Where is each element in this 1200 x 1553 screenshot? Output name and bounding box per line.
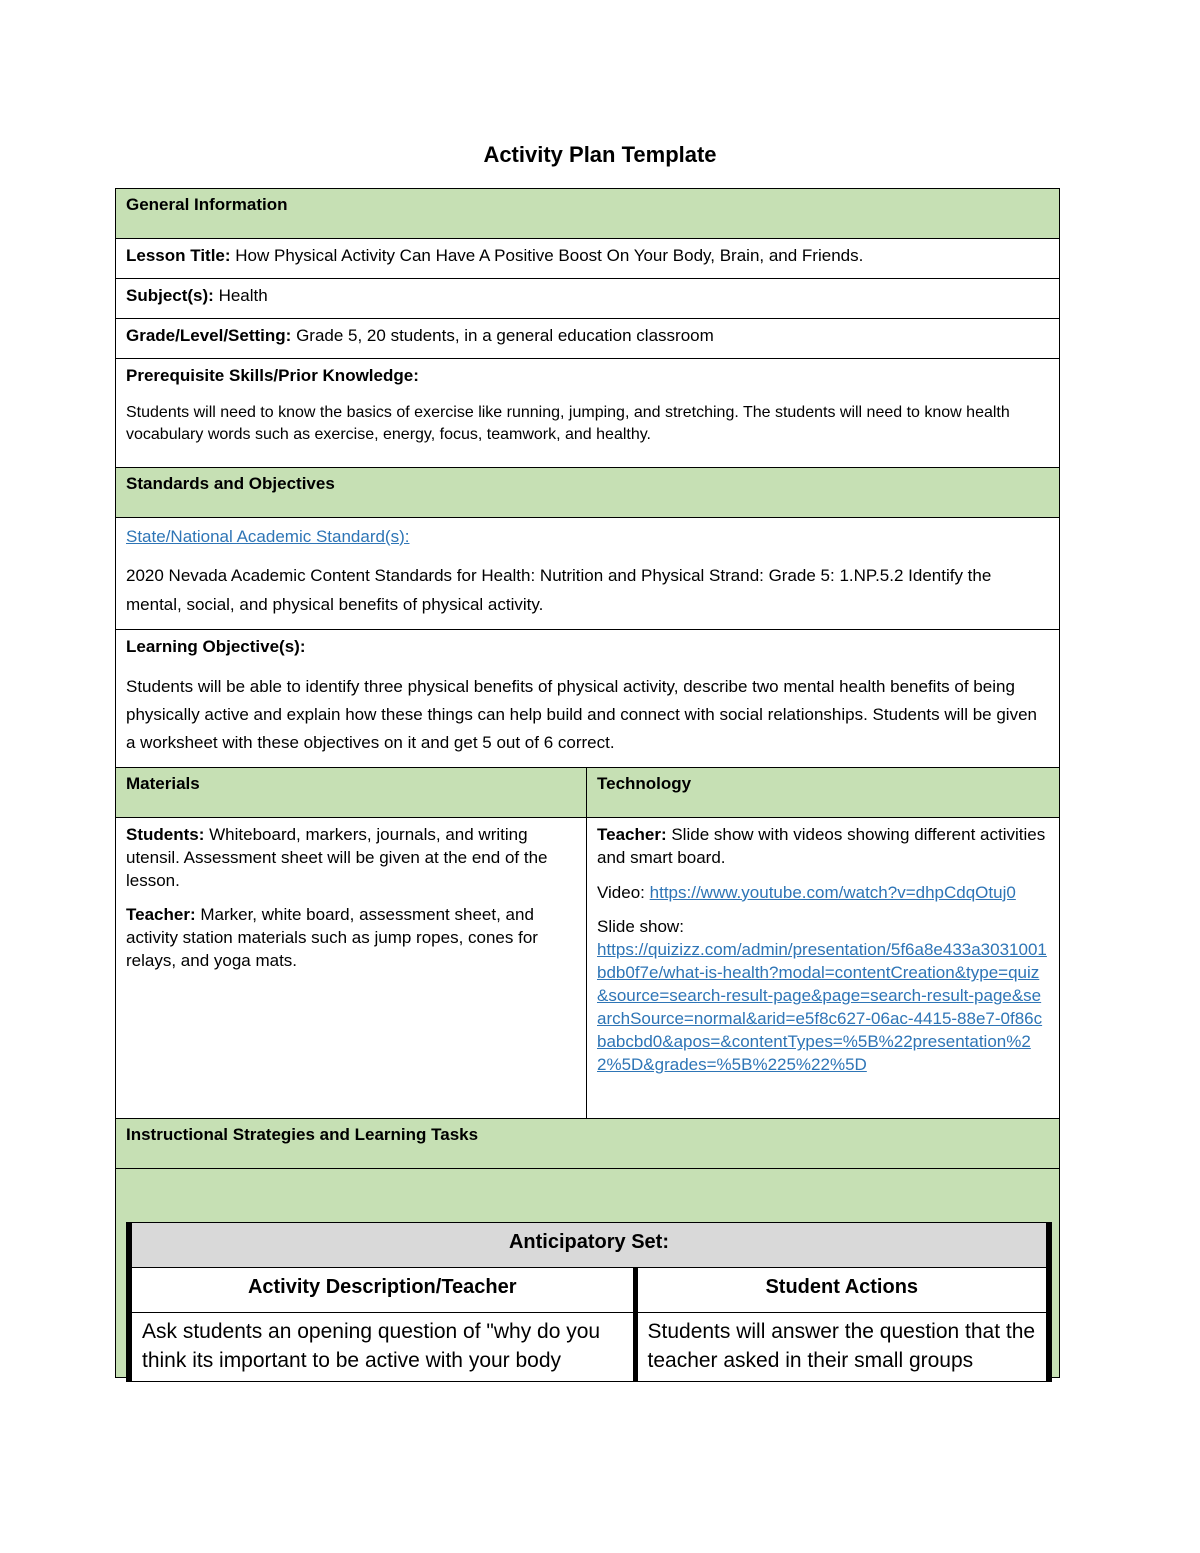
instructional-heading: Instructional Strategies and Learning Tasks bbox=[116, 1118, 1060, 1168]
subject-row bbox=[116, 278, 1060, 318]
anticipatory-set-table-wrap bbox=[126, 1222, 1046, 1383]
standards-heading: Standards and Objectives bbox=[116, 467, 1060, 517]
prereq-row bbox=[116, 358, 1060, 467]
student-action-text: Students will answer the question that the teacher asked in their small groups bbox=[635, 1312, 1049, 1382]
video-link[interactable]: https://www.youtube.com/watch?v=dhpCdqOtuj0 bbox=[649, 882, 1016, 902]
teacher-column-heading: Activity Description/Teacher bbox=[129, 1267, 635, 1312]
materials-heading: Materials bbox=[116, 767, 587, 817]
materials-students-text: Whiteboard, markers, journals, and writing utensil. Assessment sheet will be given at the end of the lesson. bbox=[126, 824, 548, 890]
teacher-activity-text: Ask students an opening question of "why do you think its important to be active with your body bbox=[129, 1312, 635, 1382]
objective-label: Learning Objective(s): bbox=[126, 636, 306, 656]
materials-teacher-label: Teacher: bbox=[126, 905, 196, 925]
technology-teacher-label: Teacher: bbox=[597, 824, 667, 844]
lesson-title-row bbox=[116, 239, 1060, 279]
anticipatory-set-heading: Anticipatory Set: bbox=[129, 1222, 1049, 1267]
subject-value: Health bbox=[218, 285, 268, 305]
instructional-body bbox=[116, 1168, 1060, 1377]
subject-label: Subject(s): bbox=[126, 285, 214, 305]
general-information-heading: General Information bbox=[116, 189, 1060, 239]
slideshow-label: Slide show: bbox=[597, 917, 684, 937]
grade-label: Grade/Level/Setting: bbox=[126, 325, 292, 345]
student-column-heading: Student Actions bbox=[635, 1267, 1049, 1312]
objective-text: Students will be able to identify three physical benefits of physical activity, describe two mental health benefits of being physically active and explain how these things can help build and connect with social relationships. Students will be given a worksheet with these objectives on it and get 5 out of 6 correct. bbox=[126, 676, 1037, 752]
grade-value: Grade 5, 20 students, in a general education classroom bbox=[296, 325, 714, 345]
technology-heading: Technology bbox=[587, 767, 1060, 817]
lesson-title-label: Lesson Title: bbox=[126, 246, 231, 265]
prereq-value: Students will need to know the basics of exercise like running, jumping, and stretching. The students will need to know health vocabulary words such as exercise, energy, focus, teamwork, and healthy. bbox=[126, 403, 1010, 444]
slideshow-link[interactable]: https://quizizz.com/admin/presentation/5f6a8e433a3031001bdb0f7e/what-is-health?modal=contentCreation&type=quiz&source=search-result-page&page=search-result-page&searchSource=normal&arid=e5f8c627-06ac-4415-88e7-0f86cbabcbd0&apos=&contentTypes=%5B%22presentation%22%5D&grades=%5B%225%22%5D bbox=[597, 940, 1047, 1075]
prereq-label: Prerequisite Skills/Prior Knowledge: bbox=[126, 365, 419, 385]
technology-cell bbox=[587, 817, 1060, 1118]
materials-students-label: Students: bbox=[126, 824, 205, 844]
anticipatory-set-table bbox=[126, 1222, 1052, 1383]
video-label: Video: bbox=[597, 882, 645, 902]
grade-row bbox=[116, 318, 1060, 358]
standard-link[interactable]: State/National Academic Standard(s): bbox=[126, 526, 410, 546]
standards-row bbox=[116, 517, 1060, 629]
materials-teacher-text: Marker, white board, assessment sheet, and activity station materials such as jump ropes, cones for relays, and yoga mats. bbox=[126, 905, 538, 971]
document-title: Activity Plan Template bbox=[483, 142, 717, 167]
technology-teacher-text: Slide show with videos showing different activities and smart board. bbox=[597, 824, 1046, 867]
materials-cell bbox=[116, 817, 587, 1118]
standard-text: 2020 Nevada Academic Content Standards for Health: Nutrition and Physical Strand: Grade 5: 1.NP.5.2 Identify the mental, social, and physical benefits of physical activity. bbox=[126, 566, 992, 614]
lesson-title-value: How Physical Activity Can Have A Positive Boost On Your Body, Brain, and Friends. bbox=[235, 246, 864, 265]
activity-plan-table bbox=[115, 188, 1060, 1378]
objective-row bbox=[116, 629, 1060, 767]
